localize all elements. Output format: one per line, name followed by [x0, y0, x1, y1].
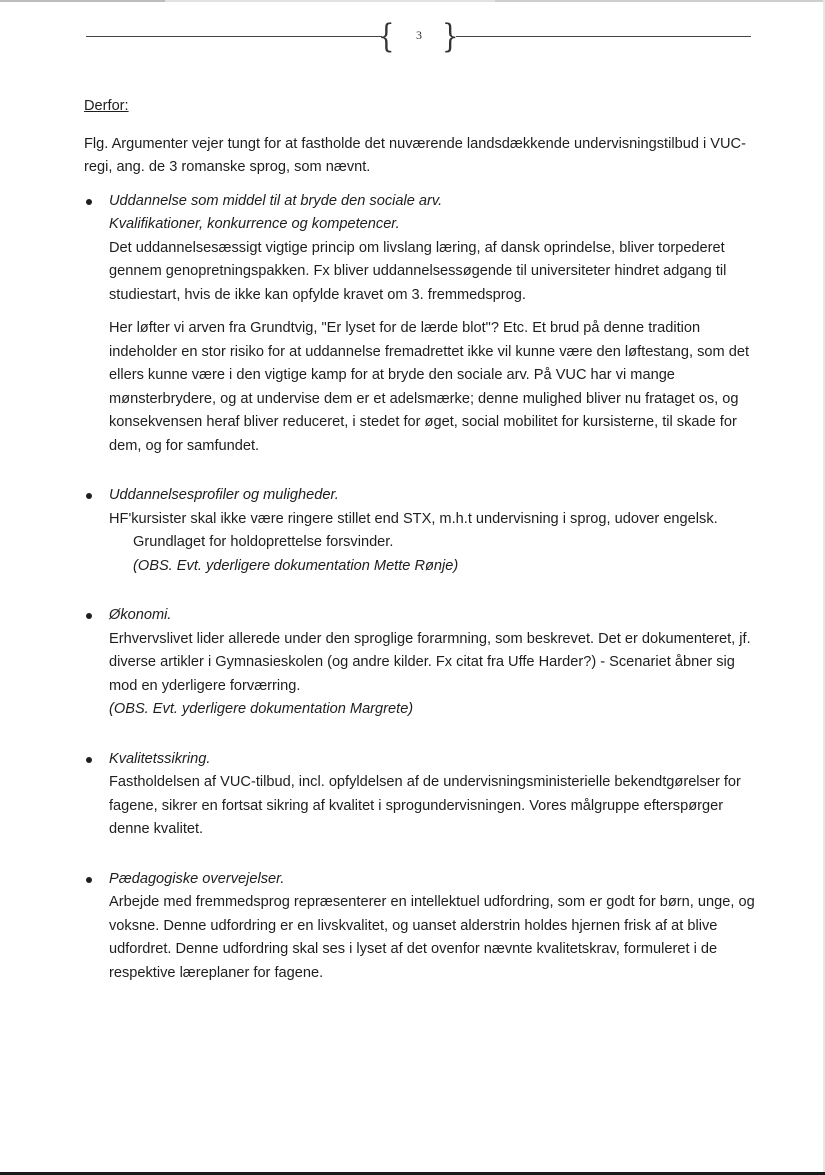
page-number: 3 [416, 28, 422, 42]
indented-line: Grundlaget for holdoprettelse forsvinder. [133, 534, 394, 550]
section-heading: Derfor: [84, 98, 129, 114]
bullet-title: Uddannelse som middel til at bryde den sociale arv. [109, 192, 443, 209]
page-header [86, 18, 751, 56]
header-brace-left: { [378, 18, 395, 56]
bullet-section-uddannelsesprofiler [84, 484, 756, 578]
header-brace-right: } [442, 18, 459, 56]
bullet-title: Pædagogiske overvejelser. [109, 870, 285, 887]
bullet-dot-icon [86, 757, 92, 763]
documentation-note: (OBS. Evt. yderligere dokumentation Margrete) [109, 701, 414, 717]
bullet-dot-icon [86, 877, 92, 883]
bullet-subtitle: Kvalifikationer, konkurrence og kompetencer. [109, 216, 400, 232]
bullet-section-paedagogiske [84, 868, 756, 986]
body-paragraph: Det uddannelsesæssigt vigtige princip om livslang læring, af dansk oprindelse, bliver torpederet gennem genopretningspakken. Fx bliver uddannelsessøgende til universiteter hindret adgang til studiestart, hvis de ikke kan opfylde kravet om 3. fremmedsprog. [109, 239, 727, 303]
bullet-dot-icon [86, 493, 92, 499]
bullet-title: Økonomi. [109, 607, 172, 623]
page-edge-top [0, 0, 825, 2]
bullet-dot-icon [86, 199, 92, 205]
bullet-section-social-arv [84, 190, 756, 459]
intro-paragraph: Flg. Argumenter vejer tungt for at fastholde det nuværende landsdækkende undervisningstilbud i VUC-regi, ang. de 3 romanske sprog, som nævnt. [84, 135, 746, 175]
body-paragraph: HF'kursister skal ikke være ringere stillet end STX, m.h.t undervisning i sprog, udover engelsk. [109, 510, 718, 527]
document-body [84, 95, 756, 985]
bullet-section-kvalitetssikring [84, 748, 756, 842]
body-paragraph: Fastholdelsen af VUC-tilbud, incl. opfyldelsen af de undervisningsministerielle bekendtgørelser for fagene, sikrer en fortsat sikring af kvalitet i sprogundervisningen. Vores målgruppe efterspørger denne kvalitet. [109, 774, 741, 837]
documentation-note: (OBS. Evt. yderligere dokumentation Mette Rønje) [133, 557, 459, 574]
body-paragraph: Her løfter vi arven fra Grundtvig, "Er lyset for de lærde blot"? Etc. Et brud på denne tradition indeholder en stor risiko for at uddannelse fremadrettet ikke vil kunne være den løftestang, som det ellers kunne være i den vigtige kamp for at bryde den sociale arv. På VUC har vi mange mønsterbrydere, og at undervise dem er et adelsmærke; denne mulighed bliver nu frataget os, og konsekvensen heraf bliver reduceret, i stedet for øget, social mobilitet for kursisterne, til skade for dem, og for samfundet. [109, 320, 750, 454]
bullet-title: Uddannelsesprofiler og muligheder. [109, 487, 339, 503]
bullet-title: Kvalitetssikring. [109, 750, 211, 767]
header-rule-left [86, 36, 382, 37]
header-rule-right [456, 36, 751, 37]
body-paragraph: Erhvervslivet lider allerede under den sproglige forarmning, som beskrevet. Det er dokumenteret, jf. diverse artikler i Gymnasieskolen (og andre kilder. Fx citat fra Uffe Harder?) - Scenariet åbner sig mod en yderligere forværring. [109, 630, 751, 694]
bullet-section-okonomi [84, 604, 756, 722]
bullet-dot-icon [86, 613, 92, 619]
body-paragraph: Arbejde med fremmedsprog repræsenterer en intellektuel udfordring, som er godt for børn, unge, og voksne. Denne udfordring er en livskvalitet, og uanset alderstrin holdes hjernen frisk af at blive udfordret. Denne udfordring skal ses i lyset af det ovenfor nævnte kvalitetskrav, formuleret i de respektive læreplaner for fagene. [109, 894, 755, 981]
